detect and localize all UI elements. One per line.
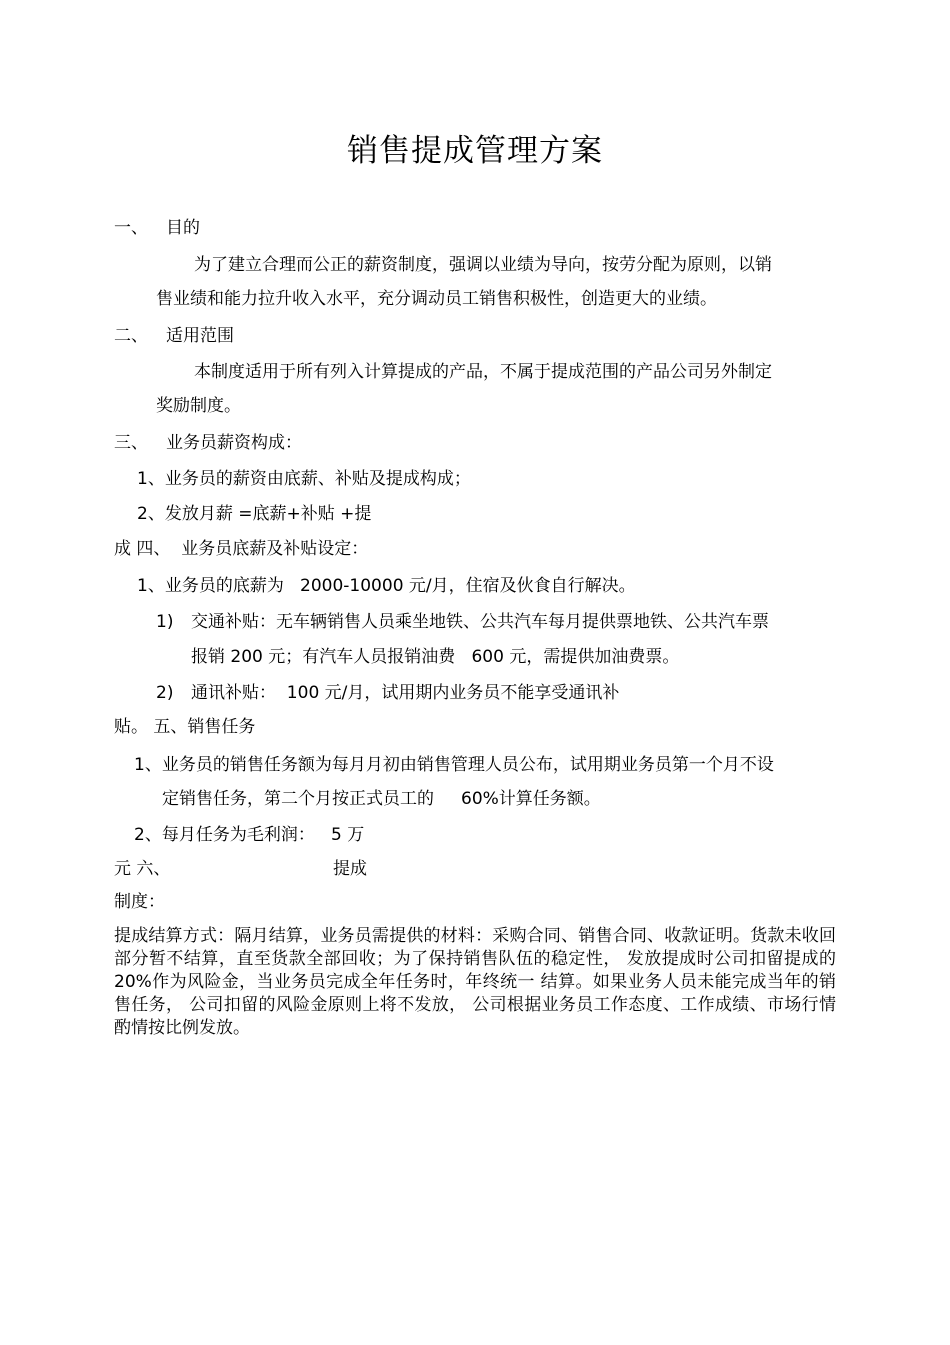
section-6-heading-line-2: 制度： — [114, 892, 165, 912]
section-6-heading-right: 提成 — [333, 859, 367, 879]
section-5-item-1-line-1: 1、业务员的销售任务额为每月月初由销售管理人员公布，试用期业务员第一个月不设 — [134, 755, 774, 775]
section-1-paragraph-line-1: 为了建立合理而公正的薪资制度，强调以业绩为导向，按劳分配为原则，以销 — [194, 255, 772, 275]
section-3-item-1: 1、业务员的薪资由底薪、补贴及提成构成； — [137, 469, 471, 489]
section-1-paragraph-line-2: 售业绩和能力拉升收入水平，充分调动员工销售积极性，创造更大的业绩。 — [156, 289, 717, 309]
section-5-heading-line: 贴。 五、销售任务 — [114, 717, 256, 737]
section-4-subitem-2-line-1: 通讯补贴： 100 元/月，试用期内业务员不能享受通讯补 — [191, 683, 620, 703]
section-5-item-2: 2、每月任务为毛利润： 5 万 — [134, 825, 365, 845]
section-4-subitem-2-number: 2) — [156, 683, 174, 703]
section-1-number: 一、 — [114, 218, 148, 238]
document-title: 销售提成管理方案 — [347, 133, 603, 169]
section-2-paragraph-line-2: 奖励制度。 — [156, 396, 241, 416]
section-4-subitem-1-line-1: 交通补贴：无车辆销售人员乘坐地铁、公共汽车每月提供票地铁、公共汽车票 — [191, 612, 769, 632]
section-4-heading-line: 成 四、 业务员底薪及补贴设定： — [114, 539, 369, 559]
section-2-paragraph-line-1: 本制度适用于所有列入计算提成的产品，不属于提成范围的产品公司另外制定 — [194, 362, 772, 382]
section-3-item-2: 2、发放月薪 =底薪+补贴 +提 — [137, 504, 372, 524]
section-2-number: 二、 — [114, 326, 148, 346]
section-6-paragraph: 提成结算方式：隔月结算，业务员需提供的材料：采购合同、销售合同、收款证明。货款未收回部分暂不结算，直至货款全部回收；为了保持销售队伍的稳定性， 发放提成时公司扣留提成的 20%作为风险金，当业务员完成全年任务时，年终统一 结算。如果业务人员未能完成当年的销售任务， 公司扣留的风险金原则上将不发放， 公司根据业务员工作态度、工作成绩、市场行情酌情按比例发放。 — [114, 926, 836, 1038]
section-3-number: 三、 — [114, 433, 148, 453]
section-5-item-1-line-2: 定销售任务，第二个月按正式员工的 60%计算任务额。 — [162, 789, 601, 809]
section-1-heading: 目的 — [166, 218, 200, 238]
section-6-heading-left: 元 六、 — [114, 859, 171, 879]
section-4-subitem-1-number: 1) — [156, 612, 174, 632]
section-3-heading: 业务员薪资构成： — [166, 433, 302, 453]
section-4-subitem-1-line-2: 报销 200 元；有汽车人员报销油费 600 元，需提供加油费票。 — [191, 647, 680, 667]
section-2-heading: 适用范围 — [166, 326, 234, 346]
section-4-item-1: 1、业务员的底薪为 2000-10000 元/月，住宿及伙食自行解决。 — [137, 576, 636, 596]
